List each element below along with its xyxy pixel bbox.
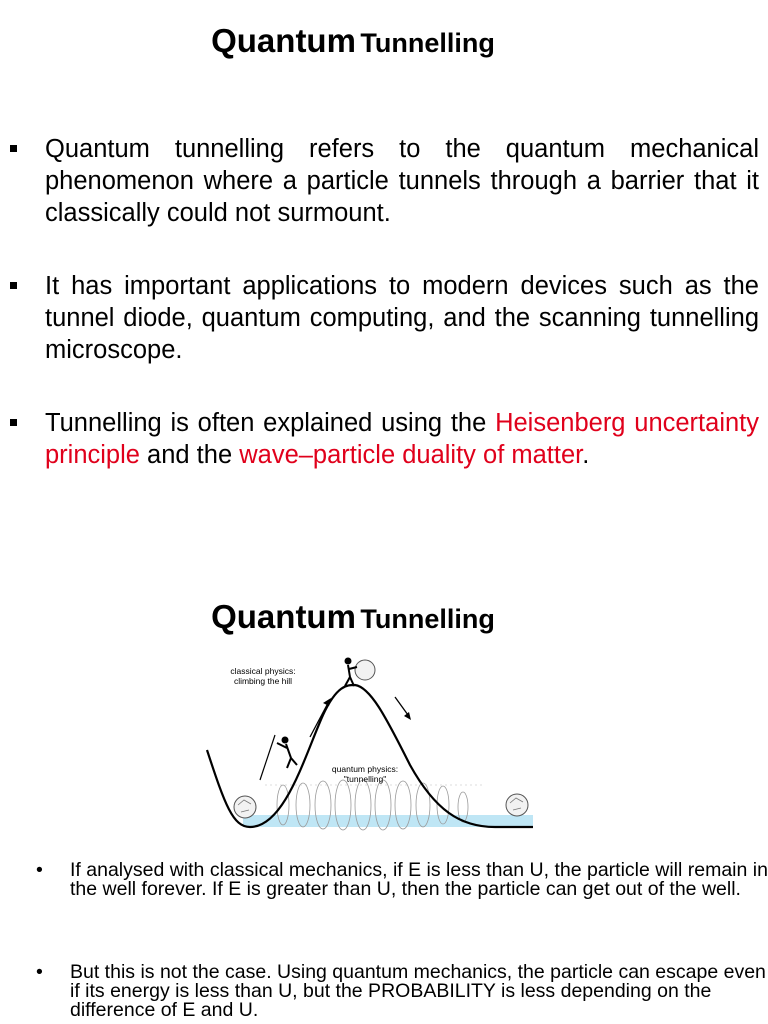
- bullet-text-part: .: [582, 441, 590, 469]
- arrow-up-icon: [310, 698, 331, 737]
- highlight-wave-particle: wave–particle duality of matter: [239, 441, 583, 469]
- slide1-title-part2: Tunnelling: [360, 28, 495, 58]
- slide2-bullet: [0, 861, 768, 899]
- bullet-text: But this is not the case. Using quantum mechanics, the particle can escape even if its energy is less than U, but the PROBABILITY is less depending on the difference of E and U.: [70, 961, 766, 1021]
- slide1-bullet: [0, 133, 768, 229]
- bullet-text: If analysed with classical mechanics, if E is less than U, the particle will remain in the well forever. If E is greater than U, then the particle can get out of the well.: [70, 859, 768, 900]
- boulder-right-icon: [506, 794, 528, 816]
- slide1-title: [0, 22, 706, 60]
- label-classical-line1: classical physics:: [230, 666, 296, 676]
- bullet-text-part: Tunnelling is often explained using the: [45, 409, 496, 437]
- slide1-bullet: [0, 407, 768, 471]
- bullet-text: Quantum tunnelling refers to the quantum mechanical phenomenon where a particle tunnels through a barrier that it classically could not surmount.: [45, 135, 759, 227]
- bullet-text-part: and the: [139, 441, 240, 469]
- tunnelling-illustration: [205, 655, 535, 835]
- round-bullet-icon: •: [36, 859, 43, 881]
- label-quantum-line2: "tunnelling": [343, 774, 387, 784]
- boulder-left-icon: [234, 796, 256, 818]
- slide2-title-part2: Tunnelling: [360, 604, 495, 634]
- slide1-title-part1: Quantum: [211, 22, 356, 59]
- label-classical-line2: climbing the hill: [233, 676, 293, 686]
- slide2-title: [0, 598, 706, 636]
- round-bullet-icon: •: [36, 961, 43, 983]
- bullet-text: It has important applications to modern devices such as the tunnel diode, quantum computing, and the scanning tunnelling microscope.: [45, 272, 759, 364]
- slide1-bullet-list: [0, 133, 768, 471]
- slide2-bullet: [0, 963, 768, 1020]
- label-quantum-line1: quantum physics:: [331, 764, 399, 774]
- bullet-text: [45, 407, 759, 471]
- arrow-down-icon: [395, 697, 411, 720]
- square-bullet-icon: [10, 282, 17, 289]
- square-bullet-icon: [10, 145, 17, 152]
- boulder-top-icon: [355, 660, 375, 680]
- climber-slope-icon: [277, 737, 297, 769]
- highlight-heisenberg: Heisenberg uncertainty principle: [45, 409, 760, 469]
- square-bullet-icon: [10, 419, 17, 426]
- slide2-title-part1: Quantum: [211, 598, 356, 635]
- slide1-bullet: [0, 270, 768, 366]
